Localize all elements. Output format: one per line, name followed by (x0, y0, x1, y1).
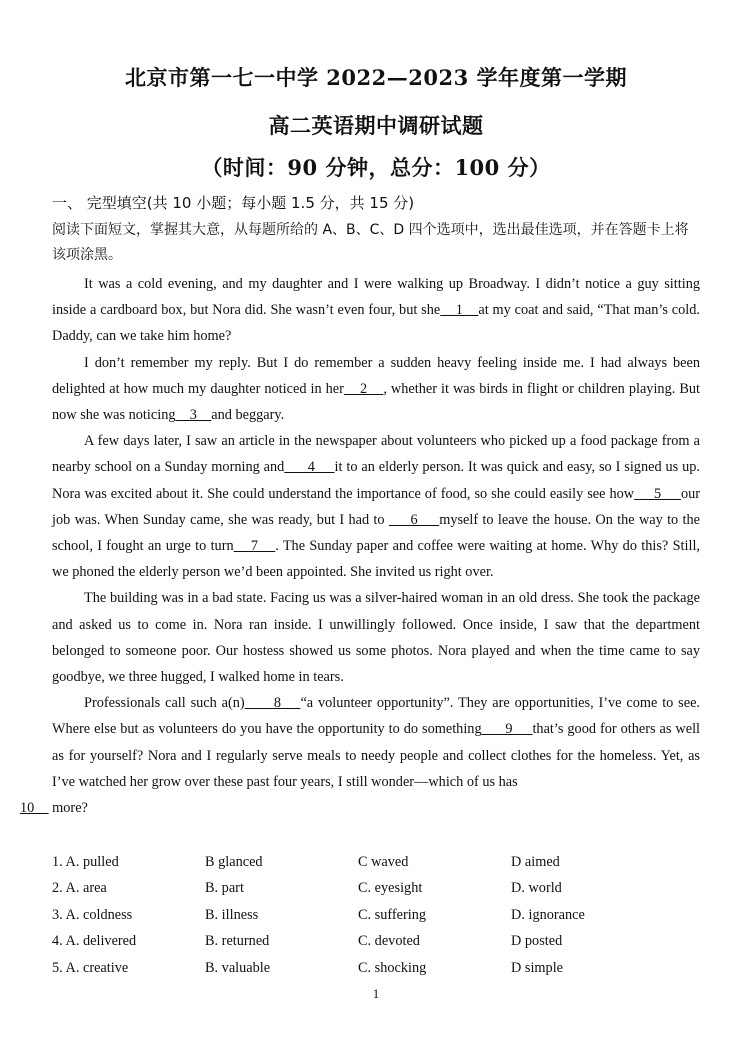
option-b: B. returned (205, 933, 270, 950)
option-d: D posted (511, 933, 563, 950)
option-a: 3. A. coldness (52, 906, 133, 923)
option-row (52, 955, 702, 981)
blank-5: 5 (634, 485, 681, 502)
option-row (52, 928, 702, 954)
passage-paragraph: The building was in a bad state. Facing us was a silver-haired woman in an old dress. She took the package and asked us to come in. Nora ran inside. I unwillingly followed. Once inside, I saw that the department belonged to someone poor. Our hostess showed us some photos. Nora played and when the time came to say goodbye, we three hugged, I walked home in tears. (52, 590, 700, 686)
section-heading: 一、 完型填空(共 10 小题；每小题 1.5 分，共 15 分) (52, 194, 415, 212)
answer-options (52, 849, 702, 981)
option-d: D. ignorance (511, 906, 585, 923)
option-c: C. devoted (358, 933, 420, 950)
section-instructions: 阅读下面短文，掌握其大意，从每题所给的 A、B、C、D 四个选项中，选出最佳选项，并在答题卡上将该项涂黑。 (52, 222, 689, 263)
blank-4: 4 (284, 459, 335, 476)
blank-7: 7 (233, 538, 276, 555)
blank-3: 3 (175, 407, 212, 424)
option-b: B. valuable (205, 959, 271, 976)
option-c: C. suffering (358, 906, 427, 923)
option-a: 1. A. pulled (52, 854, 119, 870)
blank-2: 2 (343, 380, 384, 397)
option-a: 2. A. area (52, 880, 107, 897)
exam-title-time-score: （时间：90 分钟，总分：100 分） (201, 155, 551, 180)
option-d: D simple (511, 959, 564, 976)
passage-paragraph: I don’t remember my reply. But I do remember a sudden heavy feeling inside me. I had always been delighted at how much my daughter noticed in her 2 , whether it was birds in flight or children playing. But now she was noticing 3 and beggary. (52, 354, 700, 424)
blank-9: 9 (481, 721, 533, 738)
option-row (52, 875, 702, 901)
exam-title-school: 北京市第一七一中学 2022—2023 学年度第一学期 (124, 65, 627, 90)
cloze-passage (20, 271, 701, 821)
blank-8: 8 (244, 695, 301, 712)
blank-1: 1 (440, 302, 479, 319)
option-d: D aimed (511, 854, 560, 870)
exam-title-subject: 高二英语期中调研试题 (268, 113, 484, 138)
page-number: 1 (372, 986, 380, 1001)
blank-6: 6 (388, 511, 440, 528)
option-b: B. illness (205, 906, 259, 923)
passage-paragraph: It was a cold evening, and my daughter and I were walking up Broadway. I didn’t notice a guy sitting inside a cardboard box, but Nora did. She wasn’t even four, but she 1 at my coat and said, “That man’s cold. Daddy, can we take him home? (52, 276, 700, 345)
option-c: C. eyesight (358, 880, 423, 897)
blank-10: 10 (20, 800, 49, 817)
option-c: C. shocking (358, 959, 427, 976)
option-row (52, 849, 702, 875)
passage-paragraph: A few days later, I saw an article in the newspaper about volunteers who picked up a food package from a nearby school on a Sunday morning and 4 it to an elderly person. It was quick and easy, so I signed us up. Nora was excited about it. She could understand the importance of food, so she could easily see how 5 our job was. When Sunday came, she was ready, but I had to 6 myself to leave the house. On the way to the school, I fought an urge to turn 7 . The Sunday paper and coffee were waiting at home. Why do this? Still, we phoned the elderly person we’d been appointed. She invited us right over. (52, 433, 701, 581)
passage-paragraph: Professionals call such a(n) 8 “a volunteer opportunity”. They are opportunities, I’ve come to see. Where else but as volunteers do you have the opportunity to do something 9 that’s good for others as well as for yourself? Nora and I regularly serve meals to needy people and collect clothes for the homeless. Yet, as I’ve watched her grow over these past four years, I still wonder—which of us has 10 more? (20, 695, 701, 817)
option-a: 5. A. creative (52, 959, 129, 976)
option-d: D. world (511, 880, 562, 897)
option-b: B. part (205, 880, 244, 897)
option-row (52, 902, 702, 928)
option-b: B glanced (205, 854, 263, 870)
option-c: C waved (358, 854, 409, 870)
option-a: 4. A. delivered (52, 933, 137, 950)
